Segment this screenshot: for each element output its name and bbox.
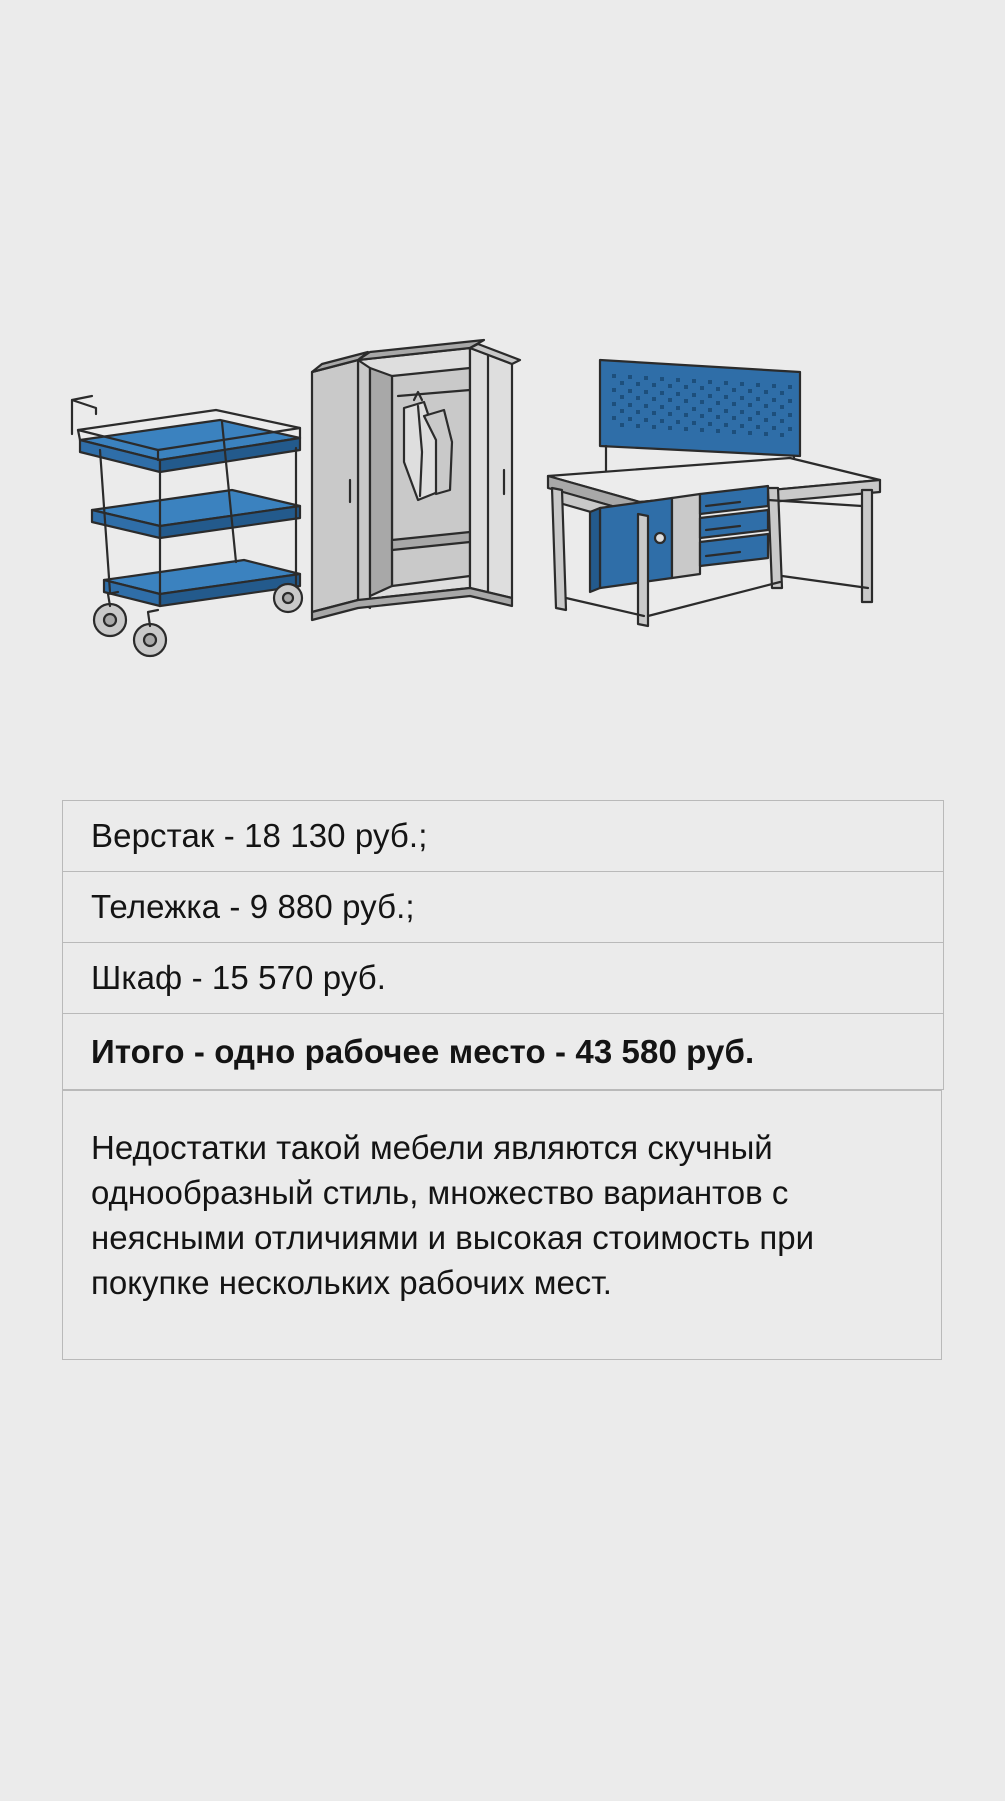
workbench-illustration [548,360,880,626]
price-table [62,800,944,1090]
table-row-total [63,1014,943,1090]
table-row [63,801,943,872]
furniture-illustration [0,330,1005,690]
price-line-total: Итого - одно рабочее место - 43 580 руб. [91,1032,755,1070]
cart-illustration [72,396,302,656]
table-row [63,872,943,943]
price-line-workbench: Верстак - 18 130 руб.; [91,817,428,854]
illustration-svg [0,330,1005,690]
table-row [63,943,943,1014]
note-text: Недостатки такой мебели являются скучный однообразный стиль, множество вариантов с неясными отличиями и высокая стоимость при покупке нескольких рабочих мест. [91,1129,815,1301]
cabinet-illustration [312,340,520,620]
note-box [62,1090,942,1360]
price-line-cart: Тележка - 9 880 руб.; [91,888,415,925]
price-line-cabinet: Шкаф - 15 570 руб. [91,959,387,996]
